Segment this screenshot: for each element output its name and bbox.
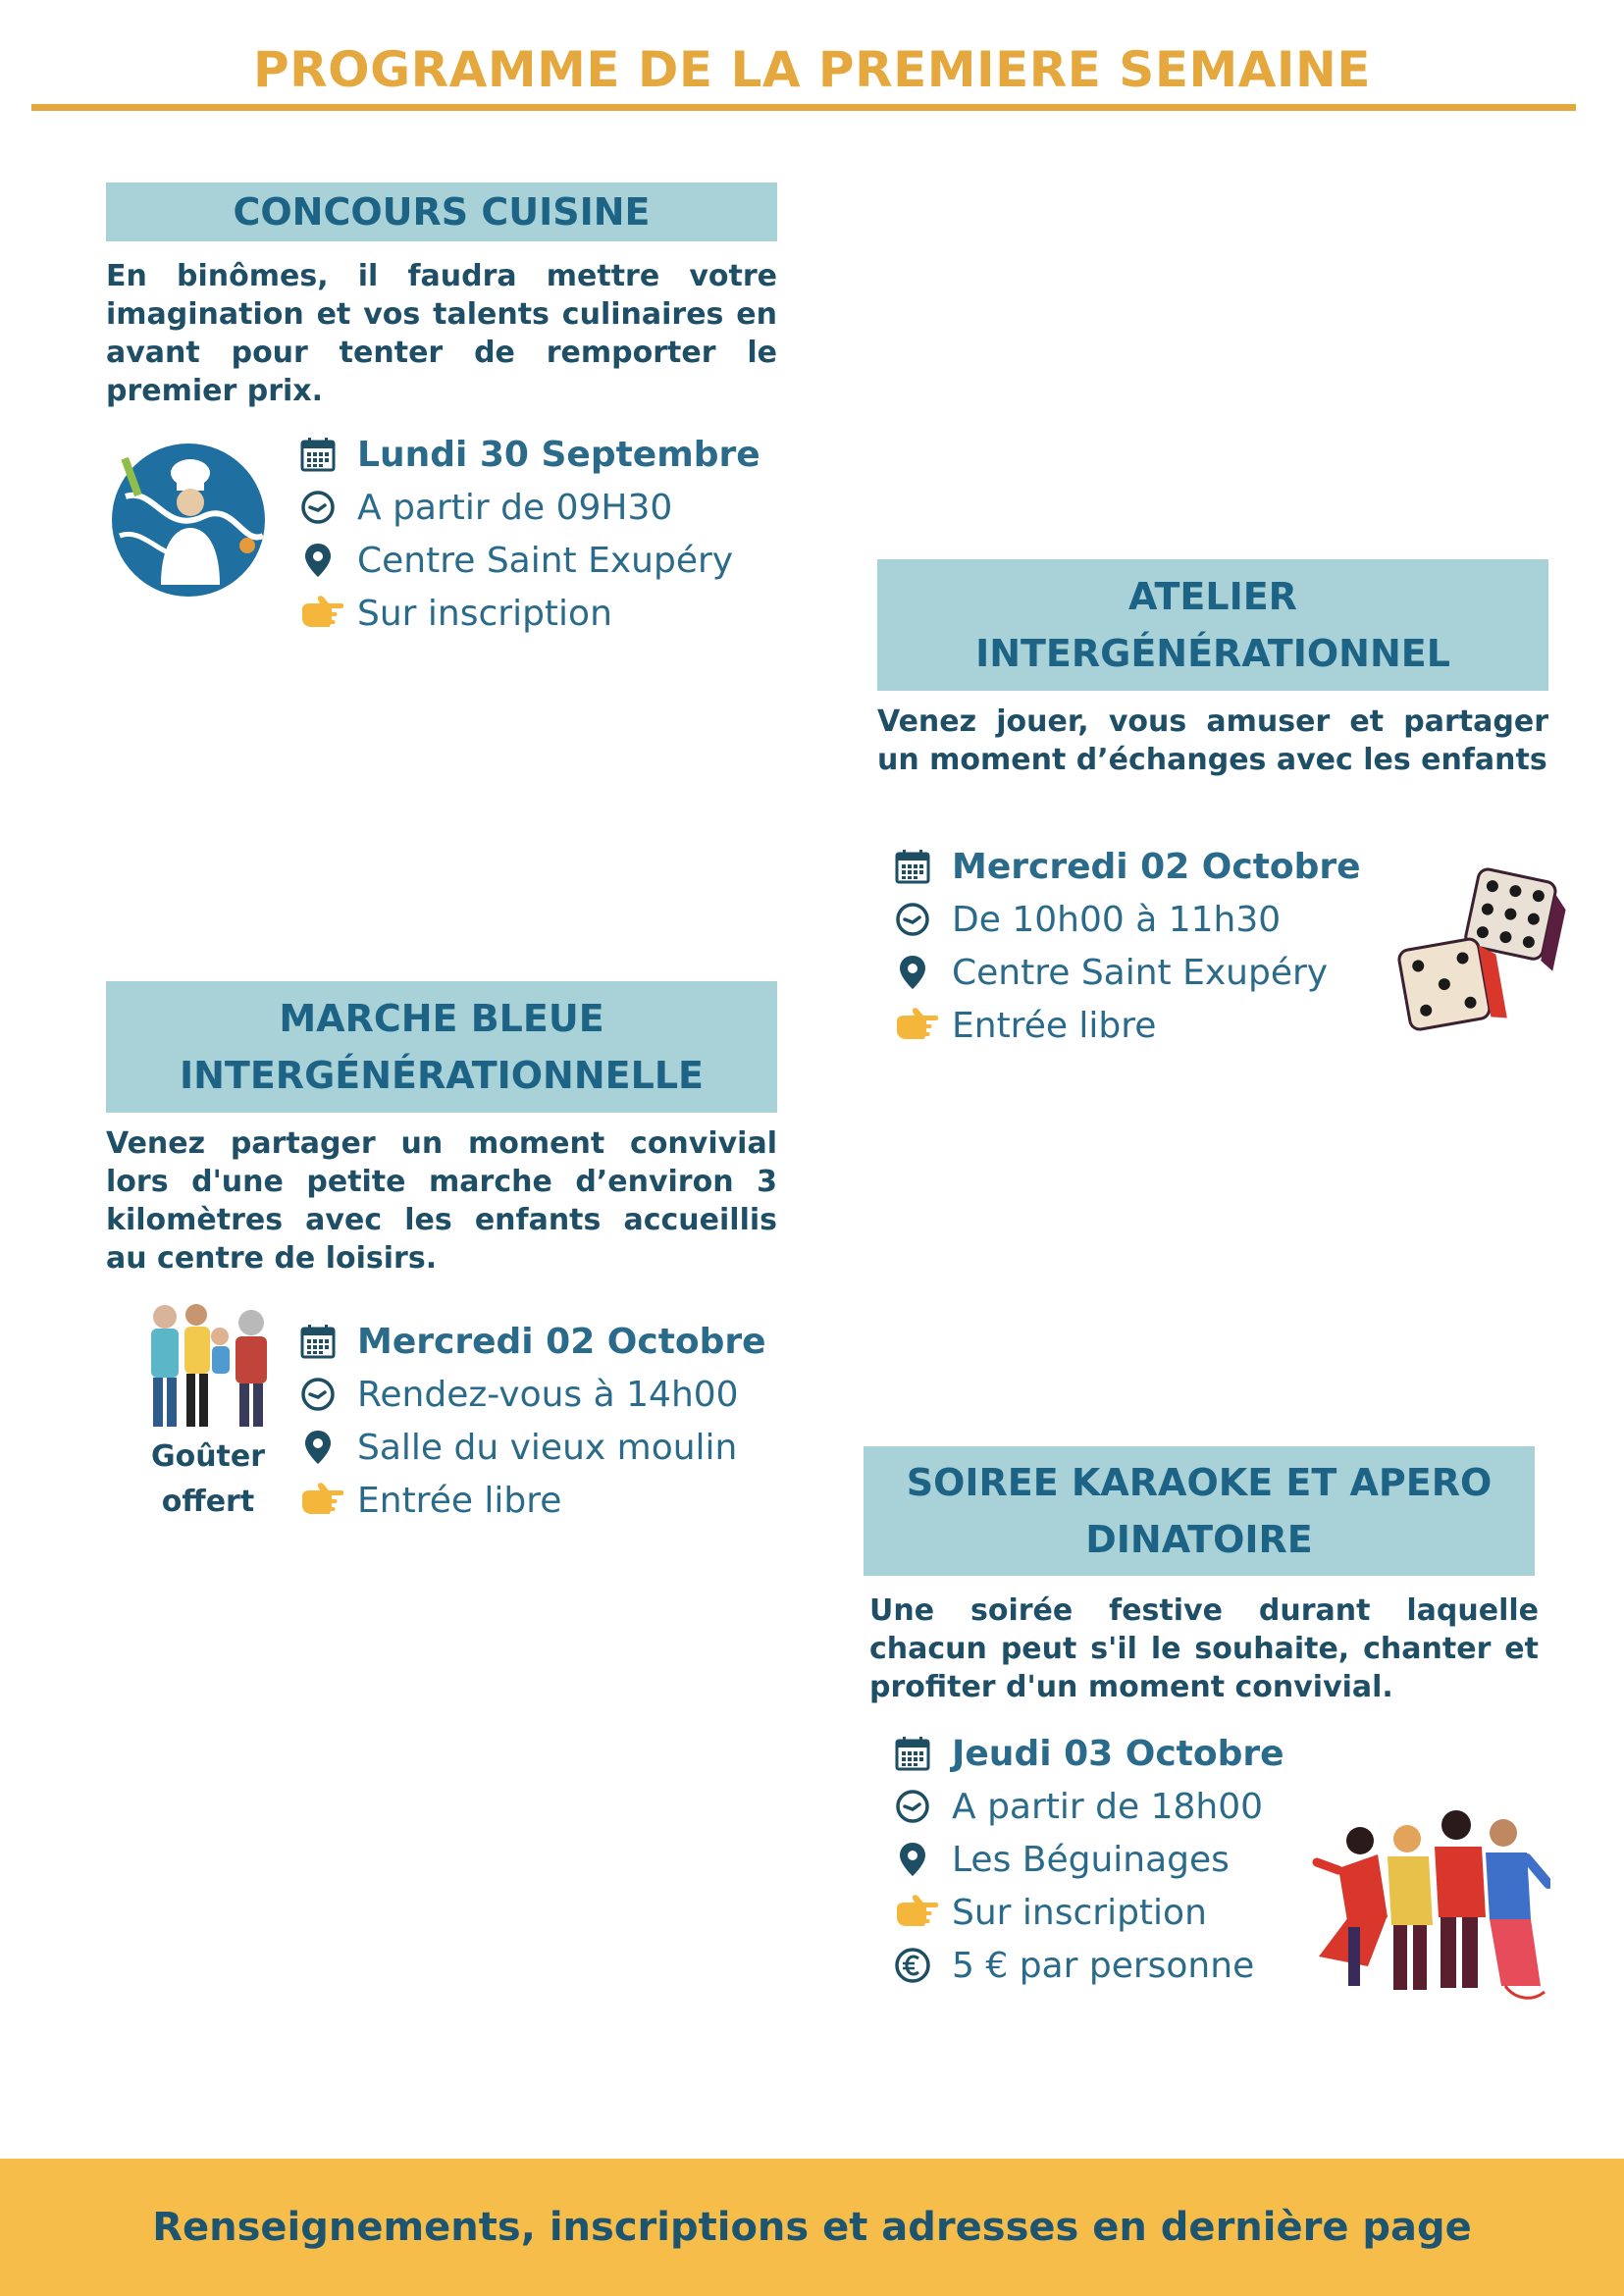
clock-icon	[298, 1368, 357, 1421]
pointing-hand-icon	[893, 999, 952, 1052]
pointing-hand-icon	[298, 587, 357, 640]
detail-location: Centre Saint Exupéry	[893, 946, 1403, 999]
pointing-hand-icon	[298, 1474, 357, 1527]
detail-price: 5 € par personne	[893, 1939, 1364, 1992]
euro-icon	[893, 1939, 952, 1992]
event-details	[298, 1315, 789, 1527]
karaoke-singers-illustration	[1309, 1800, 1550, 2006]
detail-registration: Sur inscription	[298, 587, 789, 640]
event-description: Venez jouer, vous amuser et partager un moment d’échanges avec les enfants	[877, 704, 1548, 777]
gouter-offert-note: Goûter offert	[150, 1439, 266, 1519]
event-header-soiree-karaoke	[864, 1446, 1535, 1576]
dice-illustration	[1386, 861, 1572, 1038]
calendar-icon	[298, 1315, 357, 1368]
detail-location: Salle du vieux moulin	[298, 1421, 789, 1474]
event-description: En binômes, il faudra mettre votre imagination et vos talents culinaires en avant pour tenter de remporter le premier prix.	[106, 259, 777, 408]
event-details	[298, 428, 789, 640]
footer-text: Renseignements, inscriptions et adresses en dernière page	[152, 2205, 1472, 2250]
detail-date: Lundi 30 Septembre	[298, 428, 789, 481]
pointing-hand-icon	[893, 1886, 952, 1939]
event-details	[893, 1727, 1364, 1992]
event-header-atelier-intergenerationnel	[877, 559, 1548, 691]
event-title: CONCOURS CUISINE	[233, 190, 651, 234]
detail-date: Mercredi 02 Octobre	[298, 1315, 789, 1368]
event-description: Une soirée festive durant laquelle chacun peut s'il le souhaite, chanter et profiter d'un moment convivial.	[869, 1593, 1539, 1704]
event-title-line: ATELIER	[1128, 575, 1297, 618]
event-title-line: INTERGÉNÉRATIONNEL	[975, 632, 1450, 675]
calendar-icon	[298, 428, 357, 481]
title-divider	[31, 104, 1576, 111]
detail-registration: Sur inscription	[893, 1886, 1364, 1939]
event-title-line: INTERGÉNÉRATIONNELLE	[179, 1054, 705, 1097]
detail-location: Centre Saint Exupéry	[298, 534, 789, 587]
event-title-line: SOIREE KARAOKE ET APERO	[906, 1461, 1493, 1504]
detail-date: Jeudi 03 Octobre	[893, 1727, 1364, 1780]
event-details	[893, 840, 1403, 1052]
detail-time: A partir de 18h00	[893, 1780, 1364, 1833]
detail-location: Les Béguinages	[893, 1833, 1364, 1886]
detail-registration: Entrée libre	[298, 1474, 789, 1527]
location-pin-icon	[893, 946, 952, 999]
detail-time: De 10h00 à 11h30	[893, 893, 1403, 946]
detail-date: Mercredi 02 Octobre	[893, 840, 1403, 893]
location-pin-icon	[893, 1833, 952, 1886]
event-header-marche-bleue	[106, 981, 777, 1113]
calendar-icon	[893, 1727, 952, 1780]
clock-icon	[893, 1780, 952, 1833]
event-title-line: DINATOIRE	[1085, 1518, 1313, 1561]
calendar-icon	[893, 840, 952, 893]
page-title: PROGRAMME DE LA PREMIERE SEMAINE	[252, 41, 1372, 98]
detail-time: Rendez-vous à 14h00	[298, 1368, 789, 1421]
detail-registration: Entrée libre	[893, 999, 1403, 1052]
location-pin-icon	[298, 1421, 357, 1474]
chef-illustration	[106, 438, 271, 600]
clock-icon	[893, 893, 952, 946]
event-description: Venez partager un moment convivial lors d'une petite marche d’environ 3 kilomètres avec les enfants accueillis au centre de loisirs.	[106, 1126, 777, 1276]
event-title-line: MARCHE BLEUE	[279, 997, 604, 1040]
footer-banner	[0, 2159, 1624, 2296]
location-pin-icon	[298, 534, 357, 587]
detail-time: A partir de 09H30	[298, 481, 789, 534]
family-illustration	[141, 1297, 279, 1431]
clock-icon	[298, 481, 357, 534]
event-header-concours-cuisine	[106, 183, 777, 241]
